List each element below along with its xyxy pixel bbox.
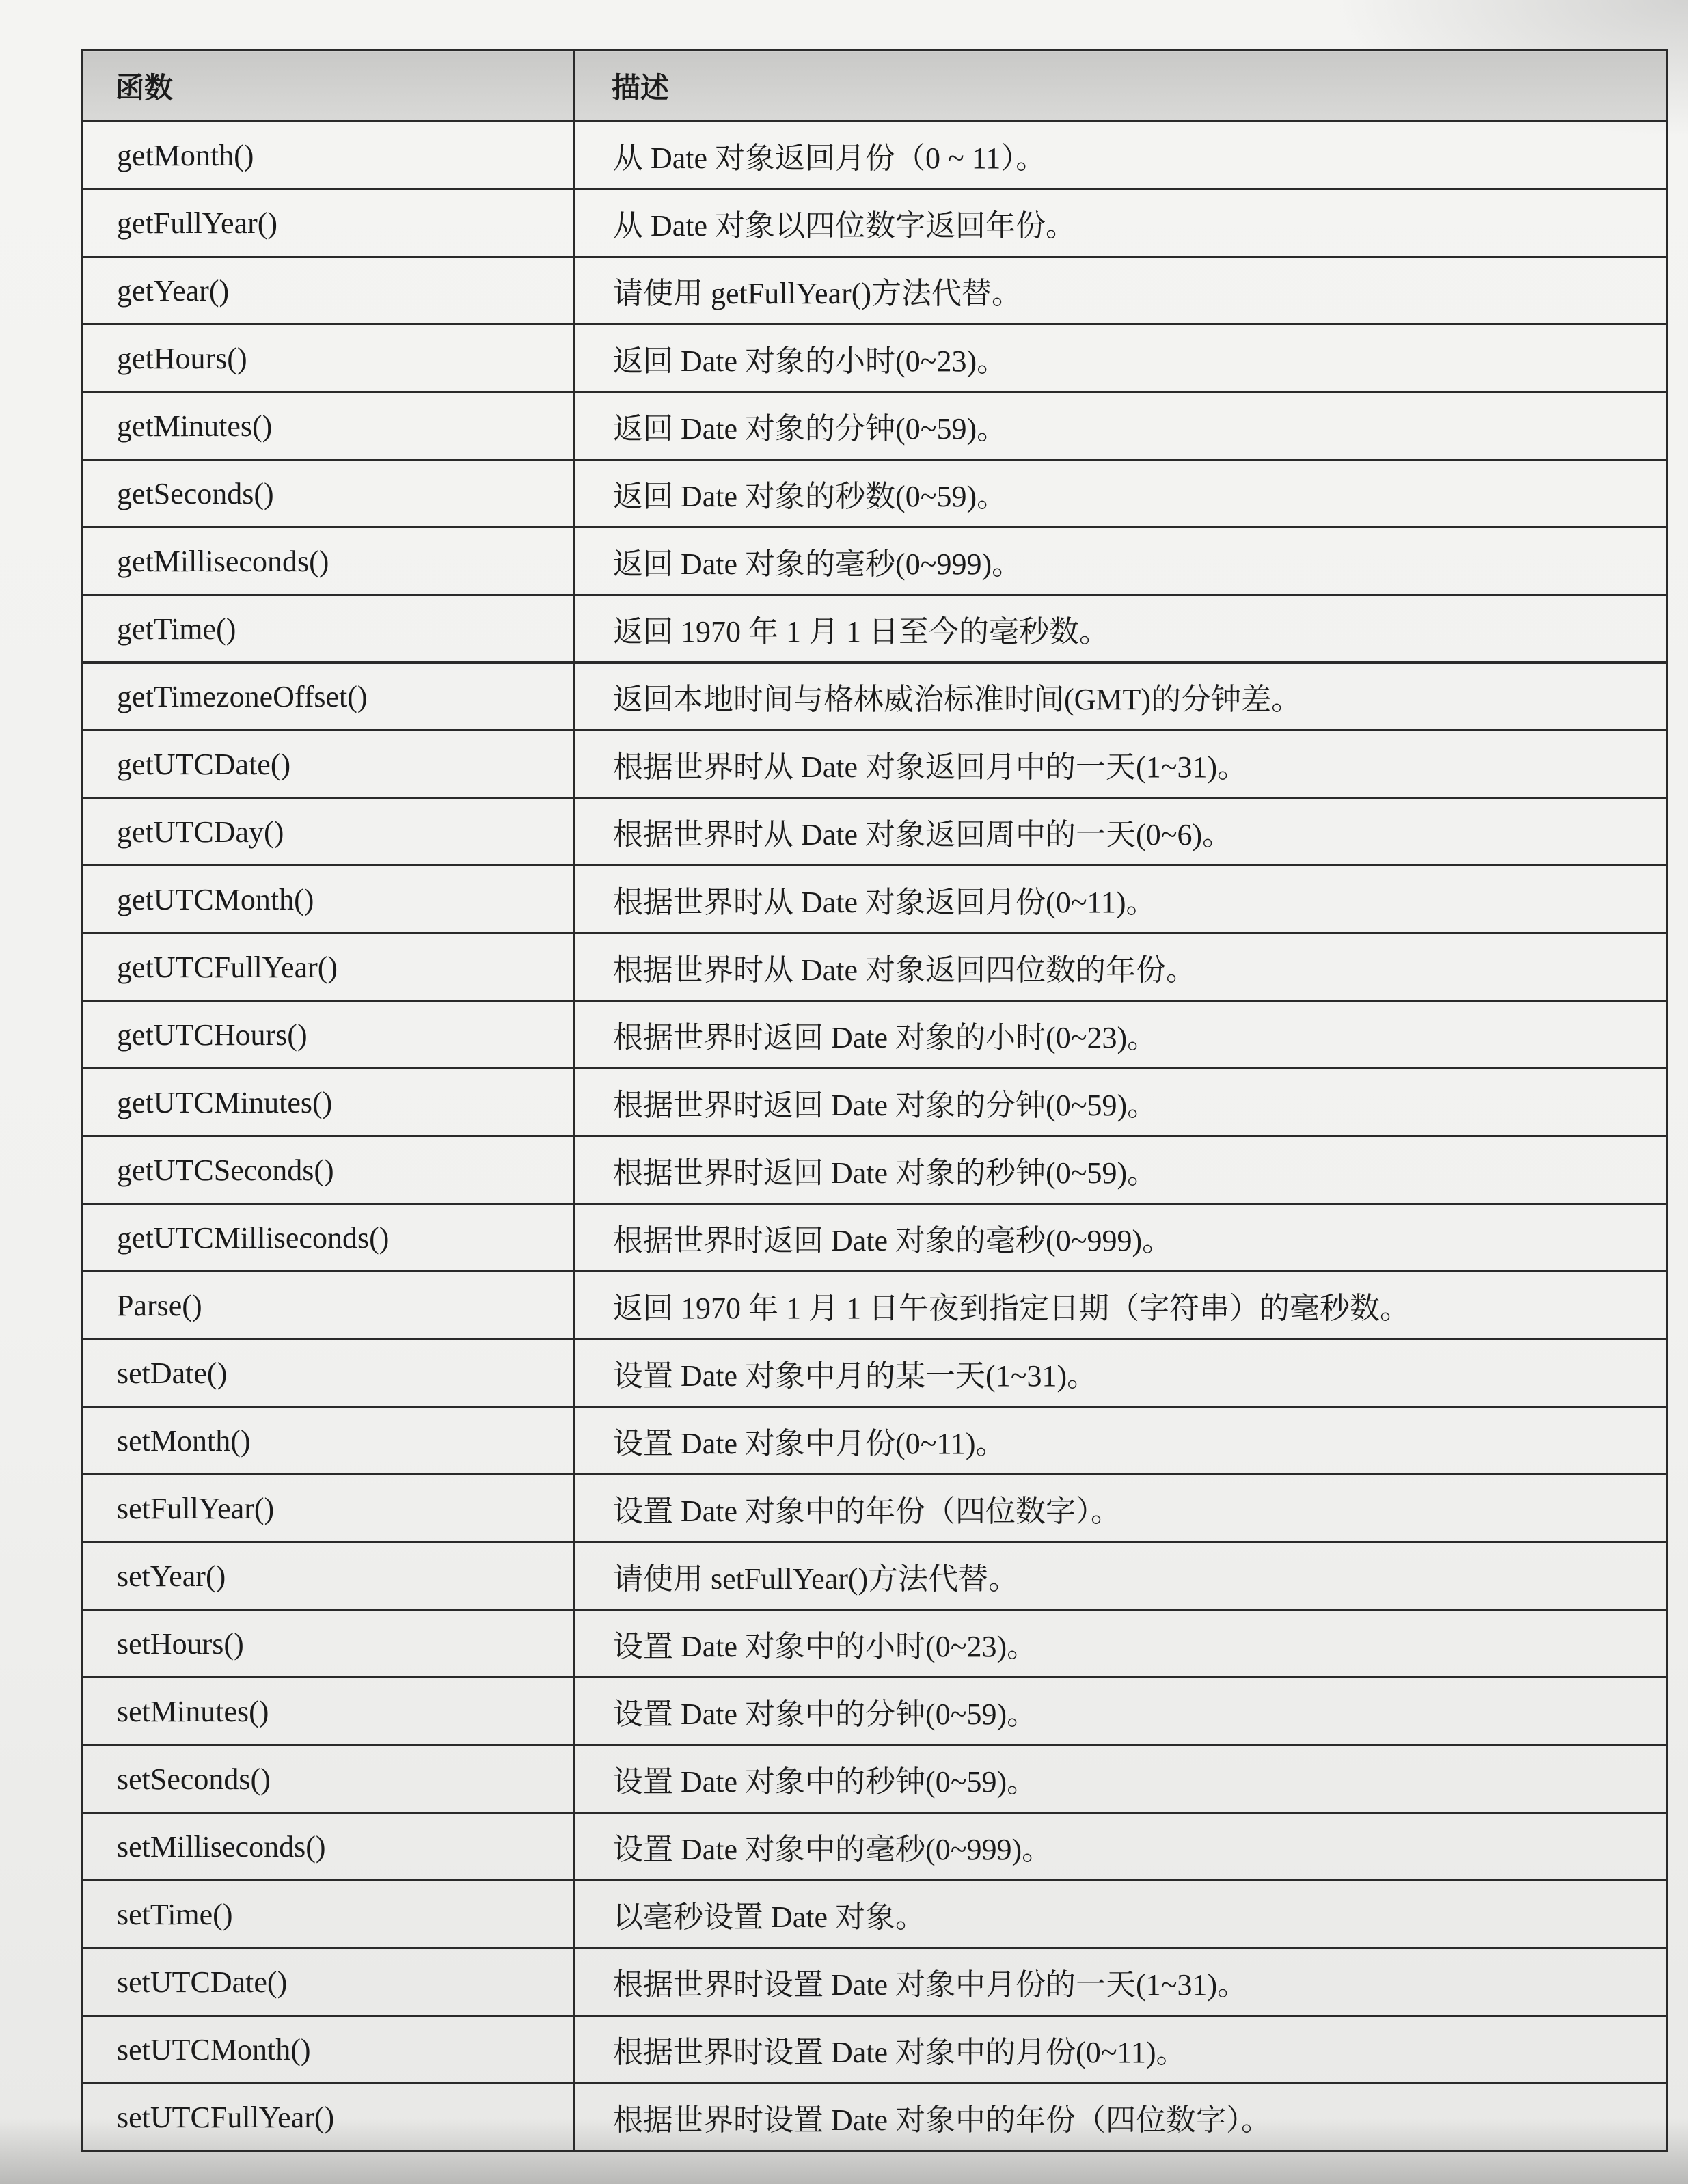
function-name-cell: getUTCSeconds() [82, 1136, 574, 1204]
function-name-cell: setUTCFullYear() [82, 2084, 574, 2151]
description-cell: 返回 Date 对象的毫秒(0~999)。 [574, 528, 1667, 595]
function-name-cell: setHours() [82, 1610, 574, 1678]
function-name-cell: setUTCDate() [82, 1948, 574, 2016]
table-row [82, 1001, 1667, 1069]
description-cell: 返回 1970 年 1 月 1 日午夜到指定日期（字符串）的毫秒数。 [574, 1272, 1667, 1339]
description-cell: 请使用 setFullYear()方法代替。 [574, 1542, 1667, 1610]
table-row [82, 325, 1667, 392]
table-row [82, 866, 1667, 933]
description-cell: 设置 Date 对象中的秒钟(0~59)。 [574, 1745, 1667, 1813]
header-description: 描述 [574, 51, 1667, 122]
header-row [82, 51, 1667, 122]
description-cell: 返回 Date 对象的小时(0~23)。 [574, 325, 1667, 392]
function-name-cell: setUTCMonth() [82, 2016, 574, 2084]
function-name-cell: getUTCMinutes() [82, 1069, 574, 1136]
table-row [82, 1813, 1667, 1881]
table-header [82, 51, 1667, 122]
function-name-cell: getUTCMonth() [82, 866, 574, 933]
table-row [82, 1407, 1667, 1475]
description-cell: 设置 Date 对象中的年份（四位数字）。 [574, 1475, 1667, 1542]
function-name-cell: getUTCHours() [82, 1001, 574, 1069]
table-row [82, 1881, 1667, 1948]
function-name-cell: getMinutes() [82, 392, 574, 460]
table-row [82, 1069, 1667, 1136]
description-cell: 从 Date 对象以四位数字返回年份。 [574, 189, 1667, 257]
table-row [82, 2084, 1667, 2151]
function-name-cell: getUTCDay() [82, 798, 574, 866]
function-name-cell: getUTCFullYear() [82, 933, 574, 1001]
function-name-cell: getYear() [82, 257, 574, 325]
description-cell: 返回本地时间与格林威治标准时间(GMT)的分钟差。 [574, 663, 1667, 731]
function-name-cell: getSeconds() [82, 460, 574, 528]
function-name-cell: getTimezoneOffset() [82, 663, 574, 731]
description-cell: 返回 Date 对象的秒数(0~59)。 [574, 460, 1667, 528]
table-row [82, 731, 1667, 798]
description-cell: 根据世界时设置 Date 对象中的年份（四位数字）。 [574, 2084, 1667, 2151]
function-name-cell: getFullYear() [82, 189, 574, 257]
table-row [82, 257, 1667, 325]
function-name-cell: getUTCDate() [82, 731, 574, 798]
description-cell: 根据世界时设置 Date 对象中月份的一天(1~31)。 [574, 1948, 1667, 2016]
table-row [82, 1204, 1667, 1272]
function-name-cell: getMonth() [82, 122, 574, 189]
table-row [82, 122, 1667, 189]
description-cell: 设置 Date 对象中的小时(0~23)。 [574, 1610, 1667, 1678]
table-row [82, 1745, 1667, 1813]
function-name-cell: setFullYear() [82, 1475, 574, 1542]
description-cell: 设置 Date 对象中月份(0~11)。 [574, 1407, 1667, 1475]
description-cell: 设置 Date 对象中月的某一天(1~31)。 [574, 1339, 1667, 1407]
description-cell: 根据世界时从 Date 对象返回月中的一天(1~31)。 [574, 731, 1667, 798]
description-cell: 根据世界时返回 Date 对象的分钟(0~59)。 [574, 1069, 1667, 1136]
table-row [82, 1272, 1667, 1339]
table-row [82, 460, 1667, 528]
table-body [82, 122, 1667, 2151]
function-name-cell: setTime() [82, 1881, 574, 1948]
table-row [82, 528, 1667, 595]
table-row [82, 1948, 1667, 2016]
description-cell: 返回 Date 对象的分钟(0~59)。 [574, 392, 1667, 460]
description-cell: 根据世界时设置 Date 对象中的月份(0~11)。 [574, 2016, 1667, 2084]
table-row [82, 1339, 1667, 1407]
description-cell: 以毫秒设置 Date 对象。 [574, 1881, 1667, 1948]
function-name-cell: setDate() [82, 1339, 574, 1407]
description-cell: 根据世界时从 Date 对象返回周中的一天(0~6)。 [574, 798, 1667, 866]
description-cell: 根据世界时从 Date 对象返回四位数的年份。 [574, 933, 1667, 1001]
description-cell: 根据世界时返回 Date 对象的小时(0~23)。 [574, 1001, 1667, 1069]
description-cell: 设置 Date 对象中的分钟(0~59)。 [574, 1678, 1667, 1745]
table-row [82, 2016, 1667, 2084]
table-row [82, 189, 1667, 257]
table-row [82, 392, 1667, 460]
table-row [82, 1136, 1667, 1204]
table-row [82, 1542, 1667, 1610]
function-name-cell: getHours() [82, 325, 574, 392]
table-row [82, 595, 1667, 663]
description-cell: 根据世界时返回 Date 对象的毫秒(0~999)。 [574, 1204, 1667, 1272]
description-cell: 请使用 getFullYear()方法代替。 [574, 257, 1667, 325]
function-name-cell: getUTCMilliseconds() [82, 1204, 574, 1272]
function-name-cell: setSeconds() [82, 1745, 574, 1813]
description-cell: 根据世界时从 Date 对象返回月份(0~11)。 [574, 866, 1667, 933]
function-name-cell: setYear() [82, 1542, 574, 1610]
function-name-cell: setMinutes() [82, 1678, 574, 1745]
table-row [82, 798, 1667, 866]
table-row [82, 1475, 1667, 1542]
function-name-cell: setMilliseconds() [82, 1813, 574, 1881]
function-name-cell: getTime() [82, 595, 574, 663]
table-row [82, 663, 1667, 731]
description-cell: 根据世界时返回 Date 对象的秒钟(0~59)。 [574, 1136, 1667, 1204]
date-methods-table-container [81, 49, 1666, 2152]
header-function: 函数 [82, 51, 574, 122]
table-row [82, 933, 1667, 1001]
function-name-cell: Parse() [82, 1272, 574, 1339]
table-row [82, 1678, 1667, 1745]
table-row [82, 1610, 1667, 1678]
description-cell: 从 Date 对象返回月份（0 ~ 11）。 [574, 122, 1667, 189]
function-name-cell: setMonth() [82, 1407, 574, 1475]
description-cell: 设置 Date 对象中的毫秒(0~999)。 [574, 1813, 1667, 1881]
function-name-cell: getMilliseconds() [82, 528, 574, 595]
date-methods-table [81, 49, 1668, 2152]
description-cell: 返回 1970 年 1 月 1 日至今的毫秒数。 [574, 595, 1667, 663]
